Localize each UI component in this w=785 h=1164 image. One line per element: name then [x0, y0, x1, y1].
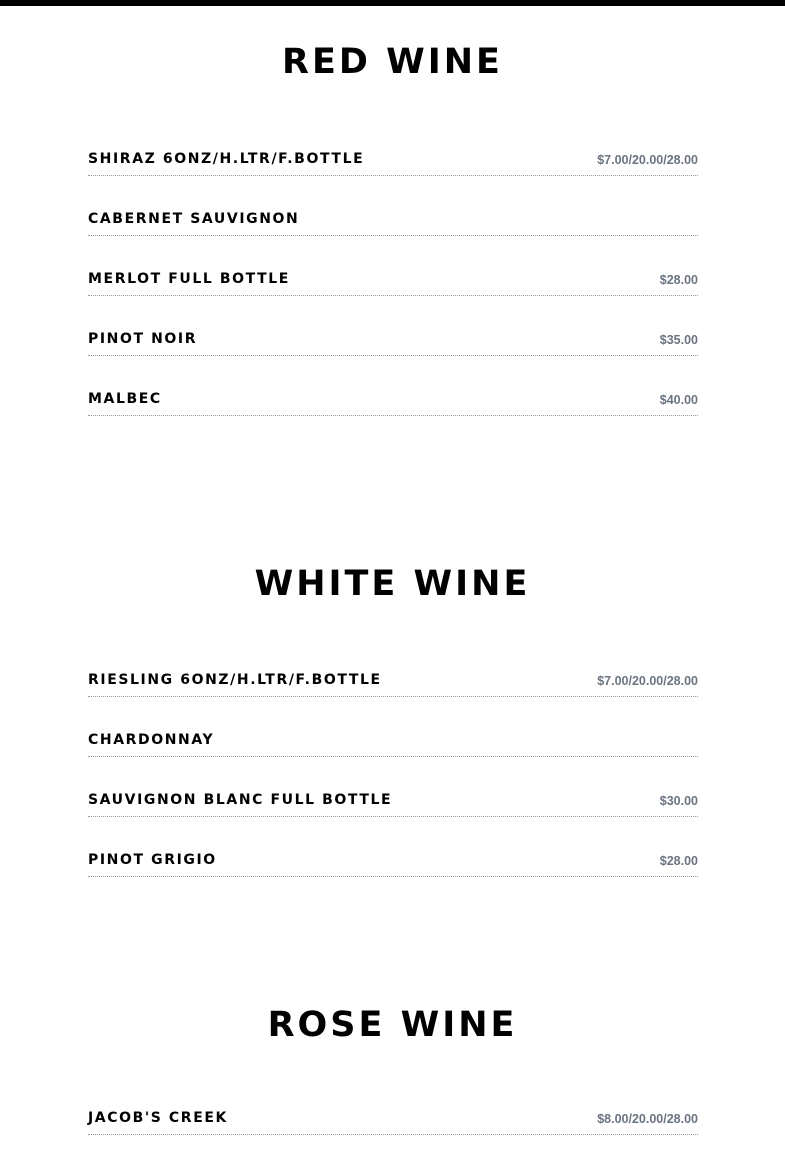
- menu-item: [88, 385, 698, 445]
- menu-item-row: [88, 666, 698, 697]
- item-name: CABERNET SAUVIGNON: [88, 211, 300, 227]
- section-title: RED WINE: [282, 42, 503, 82]
- item-name: SHIRAZ 6ONZ/H.LTR/F.BOTTLE: [88, 151, 365, 167]
- menu-item: [88, 325, 698, 385]
- menu-item-row: [88, 265, 698, 296]
- item-name: RIESLING 6ONZ/H.LTR/F.BOTTLE: [88, 672, 382, 688]
- item-name: CHARDONNAY: [88, 732, 215, 748]
- menu-item: [88, 726, 698, 786]
- menu-item-row: [88, 726, 698, 757]
- top-bar: [0, 0, 785, 6]
- menu-item: [88, 265, 698, 325]
- item-price: $30.00: [659, 794, 698, 808]
- menu-item: [88, 666, 698, 726]
- menu-item-row: [88, 786, 698, 817]
- menu-item-row: [88, 1104, 698, 1135]
- item-name: SAUVIGNON BLANC FULL BOTTLE: [88, 792, 393, 808]
- menu-list: [88, 666, 698, 906]
- menu-list: [88, 1104, 698, 1164]
- menu-item-row: [88, 846, 698, 877]
- item-price: $7.00/20.00/28.00: [597, 153, 698, 167]
- menu-item: [88, 145, 698, 205]
- item-price: $8.00/20.00/28.00: [597, 1112, 698, 1126]
- item-price: $40.00: [659, 393, 698, 407]
- menu-item: [88, 846, 698, 906]
- menu-item: [88, 205, 698, 265]
- menu-list: [88, 145, 698, 445]
- menu-item-row: [88, 325, 698, 356]
- item-name: JACOB'S CREEK: [88, 1110, 228, 1126]
- menu-item: [88, 786, 698, 846]
- item-name: MERLOT FULL BOTTLE: [88, 271, 290, 287]
- section-title: WHITE WINE: [254, 564, 531, 604]
- item-name: PINOT NOIR: [88, 331, 198, 347]
- item-price: $28.00: [659, 854, 698, 868]
- item-price: $28.00: [659, 273, 698, 287]
- item-name: MALBEC: [88, 391, 162, 407]
- menu-item-row: [88, 145, 698, 176]
- menu-item: [88, 1104, 698, 1164]
- menu-item-row: [88, 205, 698, 236]
- item-price: $7.00/20.00/28.00: [597, 674, 698, 688]
- section-title: ROSE WINE: [267, 1005, 518, 1045]
- item-price: $35.00: [659, 333, 698, 347]
- menu-item-row: [88, 385, 698, 416]
- item-name: PINOT GRIGIO: [88, 852, 217, 868]
